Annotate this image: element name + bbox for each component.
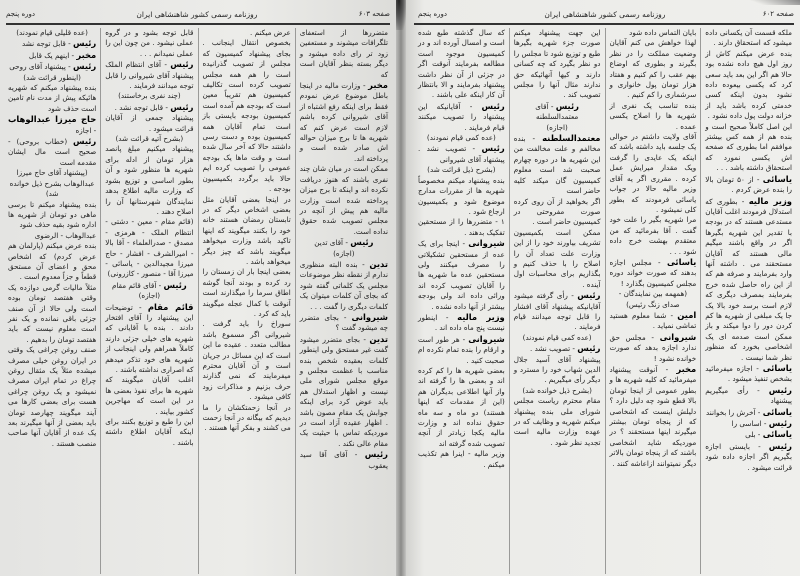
header-rule [414,23,794,25]
paragraph-text: (عده قلیلی قیام نمودند) [16,28,88,37]
paragraph-text: - اجازه [75,125,97,135]
paragraph [610,257,697,289]
paragraph [514,396,601,448]
paragraph [705,196,792,364]
paragraph-text: - آقای انتظام الملک پیشنهاد آقای شیروانی را قابل توجه میدانند فرمایند . [105,60,194,91]
paragraph-text: (اجازه) [333,248,355,258]
text-column [295,28,392,574]
paragraph [705,385,792,407]
paragraph [300,80,388,164]
paragraph-text: - شما معلوم هستید تماشی نمیاید . [609,310,697,331]
paragraph [514,123,601,133]
paragraph-text: (بشرح ذیل قرائت شد) [427,165,496,175]
speaker-name: شیروانی [659,331,697,342]
paragraph [300,449,388,471]
columns [4,28,392,574]
paragraph [610,215,697,257]
paragraph-text: بنده تناسب یک نفری از شهریه ها را اصلاح یکسی عمده . [609,100,697,131]
paragraph-text: - بنده مخالفم و علت مخالفت من این شهریه ها در دوره چهارم صحبت شد است معلوم کمیسیون گان میکند کلیه حاضر است [513,134,601,196]
paragraph [203,319,291,402]
paragraph [105,113,193,134]
speaker-name: رئیس [577,343,601,354]
paragraph [418,449,505,470]
paragraph-text: - پیشنهاد آقای روحی [9,62,71,72]
paragraph [300,28,388,80]
page-number: صفحه ۶۰۳ [358,10,390,18]
paragraph [105,134,193,144]
paragraph-text: در اینجا بعضی آقایان مثل بعضی اشخاص دیگر که در تابستان رمضان هستند خانه خود را بکنند میگویند که اینها تاکید باشد وزارت میخواهد میگویند باشد که چیز دیگر میخواهد باشد . [202,194,291,266]
paragraph [105,91,193,101]
speaker-name: یاسائی [762,173,792,184]
speaker-name: رئیس [170,59,194,70]
paragraph [418,133,505,143]
speaker-name: مخبر [368,80,388,91]
paragraph-text: - اساسی را [731,419,767,429]
scan-shadow [740,0,800,5]
book-gutter [396,0,406,576]
paragraph-text: بعضی شهریه ها را کم کرده اند و بعضی ها را گرفته اند واز آنها اطلاعی بدیگران هم (این از مقدمات که اینها هستند) دو ماه و سه ماه حقوق نداده اند و وزارت مالیه یکجا زیادتر از آنچه تصویب شده گرفته اند [418,366,505,448]
speaker-name: رئیس [481,100,505,111]
paragraph [8,231,96,241]
paragraph-text: (پیشنهاد آقای حاج میرزا عبدالوهاب بشرح ذیل خوانده شد) [9,168,95,199]
paragraph-text: - بنده البته منظوری ندارم از نقطه نظر موضوعات مجلس یک کلماتی گفته شود که بجای آن کلمات میتوان یک کلمات دیگری را گفت . . . [299,259,388,311]
paragraph-text: - بجای متضرر میشود گفت غیر مستحق ولی اینطور کلمات بعقیده شخص بنده مناسب با عظمت مجلس و موقع مجلس شورای ملی نیست و اظهار استدلال هم باید عوض کرد برای اینکه جوابش یک مقام مصون باشد . اظهار عقیده آزاد است در موردیکه تماس با حیثیت یک مقام عالی نکند . [299,334,388,448]
session-label: دوره پنجم [418,10,448,18]
paragraph-text: بایان التماس داده شود [629,28,697,37]
paragraph [300,237,388,248]
page-right [400,0,800,576]
paragraph [105,144,193,217]
paragraph [8,73,96,83]
paragraph [8,114,96,136]
paragraph-text: عبدالوهاب - الرضوی [34,230,97,240]
paragraph [514,228,601,290]
paragraph-text: - آنوقت پیشنهاد میفرمائید که کلیه شهریه ها و بطور عمومی از اینجا تومان بالا قطع شود چه دلیل دارد ؟ دلیلش اینست که اشخاصی که از پنجاه تومان بیشتر میگیرند اینها مستحقند ؟ در موردیکه شاید اشخاصی باشند که از پنجاه تومان بالاتر دیگر نمیتوانند ازاعاشه کنند . [609,365,697,468]
paragraph-text: - آقای آقا سید یعقوب [299,450,388,470]
paragraph [610,132,697,215]
paragraph [105,28,193,59]
paragraph [105,291,193,301]
paragraph [105,280,193,291]
speaker-name: رئیس [555,100,579,111]
speaker-name: رئیس [364,449,388,460]
paragraph-text: صنف روغن چراغی یک وقتی در ایران روغن خیلی مصرف میشده مثلاً یک مثقال روغن چراغ در تمام ایران مصرف نمیشود و یک روغن چراغی هست برای بعضی کارها می آیند میگویند چهارصد تومان باید بعضی از آنها میگیرند بعد یک عده از آقایان آنها صاحب منصب هستند . [8,345,97,448]
paragraph-text: - اینهم یک قابل [28,50,75,60]
paragraph [105,217,193,279]
paragraph [418,366,505,449]
paragraph-text: بنده عرض میکنم (پارلمان هم عرض کردم) که اشخاص محق و اعضای آن مستحق قطعاً و جزاً معدوم است . [8,241,97,282]
paragraph-text: - قابل توجه نشد . [114,102,168,112]
paragraph [418,143,505,165]
paragraph [514,386,601,396]
paragraph [418,165,505,175]
text-column [605,28,701,574]
paragraph-text: - وزارت مالیه در اینجا باطل موضوع عرض نمودم فقط برای اینکه رفع اشتباه از آقای شیروانی کرده باشم لازم است عرض کنم که شهریه ها تا برج میزان حواله اش صادر شده است و پرداخته اند. [299,81,388,163]
paragraph-text: - رأی میگیریم پیشنهاد [705,385,792,406]
speaker-name: قائم مقام [147,301,194,312]
paragraph [8,241,96,283]
paragraph [705,363,792,385]
paragraph [514,343,601,354]
paragraph-text: در آنجا زحمتکشان را ما دیدیم که بیگانه در آنجا زحمت می کشند و بفکر آنها هستند . [202,402,291,433]
paragraph-text: بعضی اینجا بار ان زمستان را رد کرده و بودند آنجا گوشه اطاق سرما را میگذارند است آنوقت با کمال عجله میگویند باید که کرد . [202,267,291,318]
session-label: دوره پنجم [6,10,36,18]
paragraph [610,28,697,38]
speaker-name: مخبر [76,49,97,60]
paragraph-text: (چند نفری برخاستند) [118,91,181,101]
paragraph-text: - مجلس اجازه بدهند که صورت خواند دوره مجلس کمیسیون بگذارد ! [609,257,697,288]
paragraph-text: - بطوری که استدلال فرمودند اغلب آقایان مستدعی هستند که در بودجه با تقدیر این شهریه بگیرها اگر در واقع باشند میگیم مالی هستند که آقایان مستحقند می . داشته آنها وارد بفرمایند و صرفه هم که از این راه حاصل شده خرج بفرمایند بمصرف دیگری که لازم است برسد خود بالا یک جا یک مبلغی از شهریه ها کم کردن دور را دوا میکند و باز ممکن است صدمه ای یک اشخاصی بخورد که منظور نظر شما نیست . [705,196,792,362]
paragraph [105,302,193,376]
speaker-name: رئیس [577,290,601,301]
paragraph [610,332,697,364]
paragraph-text: - از ۵۰ تومان بالا را بنده عرض کردم . [705,174,792,195]
speaker-name: تدین [369,258,388,269]
paragraph [418,312,505,334]
paragraph-text: بنده پیشنهاد میکنم مخصوصاً شهریه ها از مقررات مدارج موضوع شود و بکمیسیون ارجاع شود . [418,175,505,216]
newspaper-title: روزنامه رسمی کشور شاهنشاهی ایران [544,9,666,19]
paragraph-text: (قائم مقام - معین - دشتی - انتظام الملک - هرمزی - مصدق - صدرالعلماء - آقا بالا - امیرالشرف - افشار - حاج میرزا مجیدالدین - یاسائی - میرزا آقا - منصور - کازرونی) [105,217,194,279]
text-column [198,28,295,574]
paragraph-text: این جهت پیشنهاد میکنم صورت جزء شهریه بگیرها طبع و توزیع شود تا مجلس را دو نظر بگیرد که چه کسانی دارند و کیها آنهائیکه حق ندارند مثال آنها را مجلس تصویب کند . [513,28,601,100]
speaker-name: یاسائی [762,429,792,440]
paragraph [514,101,601,123]
paragraph-text: - اینطور نیست پنج ماه داده اند . [418,312,505,333]
speaker-name: رئیس [73,136,97,147]
paragraph [514,28,601,101]
paragraph-text: متضررها از استعفای تلگرافات میشوند و مستعفین زود تر رای داده میشود و دیگر بسته بنظر آقایان است که [299,28,388,79]
speaker-name: یاسائی [666,256,697,267]
paragraph-text: - مجلس حق ندارد اجازه بدهد که صورت خوانده نشود ! [609,332,697,363]
paragraph-text: (عده کمی قیام نمودند) [522,332,592,342]
text-column [4,28,100,574]
paragraph-text: - آخرش را بخوانند [706,407,761,417]
paragraph [514,333,601,343]
paragraph-text: - قابل توجه نشد [22,39,71,49]
paragraph [418,28,505,101]
speaker-name: رئیس [73,61,97,72]
paragraph-text: ملکه قسمت آن یکسانی داده میشود که استحقاق دارند . [705,28,792,48]
paragraph-text: پیشنهاد میکنیم مبلغ پانصد هزار تومان از ادله برای شهریه ها منظور شود و آن بطور اساسی و توزیع بشود که وزارت مالیه اطلاع بدهد نمایندگان شهرستانها آن را اصلاح دهند . [105,144,194,216]
paragraph [610,364,697,469]
speaker-name: معتمدالسلطنه [542,133,601,144]
paragraph-text: - بلی [745,430,761,440]
paragraph [8,83,96,114]
paragraph-text: سوراخ را باید گرفت . شیروانی اگر مسموع باشد مطالب متعدد . عقیده ما این است که این مسائل در جریان است و آن آقایان محترم میفرمایند که نمی گذارند حرف بزنیم و مذاکرات زود کافی میشود . [202,319,291,402]
speaker-name: رئیس [768,384,792,395]
paragraph-text: - تصویب نشد . پیشنهاد آقای شیروانی [418,144,505,164]
paragraph-text: پیشنهاد جمعی از آقایان قرائت میشود . [105,113,194,133]
paragraph-text: (اینطور قرائت شد) [23,72,81,82]
paragraph [105,102,193,113]
newspaper-title: روزنامه رسمی کشور شاهنشاهی ایران [136,9,258,19]
paragraph [300,249,388,259]
columns [414,28,796,574]
paragraph [105,375,193,417]
paragraph [705,441,792,473]
speaker-name: شیروانی [468,333,505,344]
paragraph-text: - اجازه میفرمائید بشخص تنفیذ میشود . [705,364,792,384]
paragraph [418,176,505,218]
paragraph [418,334,505,366]
paragraph-text: - آقای تدین [314,238,348,248]
paragraph-text: این اصل کاملاً صحیح است و بنده هم از همه کس بیشتر موافقم اما بطوری که صفحه اش یکسی نمورد که استحقاق داشته باشد . . . [705,121,792,173]
paragraph [705,122,792,174]
paragraph-text: عرض میکنم . [250,28,291,37]
paragraph-text: (همهمه بین نمایندگان - صدای زنگ رئیس) [618,289,688,309]
paragraph [8,136,96,168]
paragraph-text: این را طبع و توزیع بکنند برای اینکه آقایان اطلاع داشته باشند . [105,417,194,447]
speaker-name: حاج میرزا عبدالوهاب [8,114,97,125]
speaker-name: شیروانی [468,238,505,249]
paragraph-text: - توضیحات این پیشنهاد را آقای افتخار دادند . بنده با آقایانی که شهریه های خیلی جزئی دارند کاملاً همراهم ولی اینجانب از شهریه های خود تذکر میدهم که اصراری نداشته باشند . [105,302,194,374]
paragraph [705,418,792,429]
speaker-name: رئیس [163,279,187,290]
text-column [509,28,605,574]
paragraph [705,174,792,196]
paragraph-text: اگر بخواهید از آن روی کرده صورت مفروحتی در کمیسیون حاضر است . [513,196,601,227]
paragraph [514,197,601,228]
paragraph-text: بنده پیشنهاد میکنم تا برسی ماهی دو تومان از شهریه ها اداره شود بقیه حذف شود [8,199,97,230]
text-column [100,28,197,574]
scan-shadow [396,0,406,30]
header-rule [6,23,390,25]
paragraph-text: - آقایانیکه این پیشنهاد را تصویب میکنند قیام فرمایند . [418,101,505,132]
paragraph-text: وزیر مالیه - اینرا هم تکذیب میکنم . [418,449,505,469]
paragraph [300,164,388,237]
speaker-name: وزیر مالیه [457,311,505,322]
paragraph [610,101,697,132]
paragraph [418,101,505,133]
paragraph [203,28,291,38]
paragraph [300,334,388,449]
paragraph-text: - هر طور است و ارقام را بنده تمام نکرده ام صحبت کنید . [418,334,505,365]
paragraph-text: اغلب آقایان میگویند که شهریه ها برای نفوذ بعضی ها در این است که مهاجرین کشور بیایند . [105,375,194,416]
paragraph [203,195,291,268]
paragraph-text: مثلاً مالیات گرمی دوازده یک وقتی هفتصد تومان بوده است ولی حالا از آن صنف جزئی باقی نمانده و یک نفر است معلوم نیست که باید هفتصد تومان را بدهیم . [8,282,97,344]
paragraph [705,49,792,122]
paragraph-text: (عده کمی قیام نمودند) [426,133,496,143]
paragraph-text: (خطاب بروحی) - صحیح است مال ایشان مقدمه است [8,137,97,167]
speaker-name: تدین [369,333,388,344]
page-header [418,6,794,22]
speaker-name: رئیس [768,418,792,429]
paragraph-text: مرا شهریه بگیر را علت خود گفت . آقا بفرمائید که من معتقدم بهشت خرج داده شود . . . [609,215,697,256]
paragraph-text: - تصویب نشد . [530,344,575,354]
paragraph [418,217,505,238]
paragraph-text: - رأی گرفته میشود آقایانیکه پیشنهاد آقای افشار را قابل توجه میدانند قیام فرمایند . [513,291,601,332]
paragraph-text: که سال گذشته طبع شده است و امسال آورده اند و در کمیسیون موجود است مطالعه بفرمایند آنوقت اگر در جزئی از آن نظر داشت پیشنهاد بفرمایند و الا بانتظار آن کار اینکه علی باشند . [418,28,505,100]
paragraph [705,28,792,49]
paragraph-text: (بشرح آتیه قرائت شد) [115,134,184,144]
speaker-name: رئیس [481,143,505,154]
paragraph [705,429,792,440]
speaker-name: یاسائی [762,406,792,417]
paragraph [8,168,96,199]
paragraph [300,259,388,312]
paragraph [610,289,697,310]
paragraph-text: ۱ - متضررها را از مستحقین تفکیک بدهند . [418,217,505,237]
paragraph [418,238,505,312]
page-header [6,6,390,22]
speaker-name: یاسائی [762,363,792,373]
paragraph [514,133,601,196]
paragraph-text: ممکن است در میان شان چند نفری باشند که هنوز دریافت نکرده اند و اینکه تا برج میزان پرداخته شده است وزارت مالیه هم پیش از آنچه در مجلس تصویب شده حقوق نداده است. [299,164,388,236]
paragraph-text: پیشنهاد آقای آسید جلال الدین شهاب خود را مسترد و دیگر رأی میگیریم . [513,354,601,385]
paragraph [8,50,96,61]
paragraph-text: لهذا خواهش می کنم آقایان وضعیت مملکت را در نظر بگیرند و بطوری که اوضاع بهم عقب را کم کنیم و هفتاد هزار تومان پول خانواری و سرشماری را کم کنیم . [609,38,697,100]
paragraph [610,310,697,332]
paragraph [8,38,96,49]
paragraph-text: (بشرح ذیل خوانده شد) [522,385,592,395]
paragraph [203,267,291,319]
paragraph-text: (اجازه) [546,122,568,132]
speaker-name: رئیس [73,38,97,49]
paragraph [8,61,96,72]
paragraph-text: قابل توجه بشود و در گروه عملی نیشود . من چون این را عملی نمیدانم . . . [105,28,194,58]
paragraph [514,355,601,386]
paragraph [8,283,96,345]
paragraph [105,59,193,91]
text-column [700,28,796,574]
speaker-name: رئیس [768,440,792,451]
paragraph [8,345,96,449]
paragraph-text: (اجازه) [138,291,161,301]
paragraph [105,417,193,448]
paragraph-text: - آقای معتمدالسلطنه [535,101,579,122]
paragraph [610,38,697,100]
paragraph-text: - بجای متضرر چه میشود گفت ؟ [299,312,388,333]
speaker-name: رئیس [170,101,194,112]
paragraph-text: بنده عرض میکنم کاش از روز اول هیچ داده نشده بود حالا هم اگر این بعد باید سعی کرد که یکسی بیعوده داده نشود بدون اینکه کسی خدمتی کرده باشد باید از خزانه دولت پول داده نشود . [705,48,792,121]
paragraph [8,28,96,38]
speaker-name: شیروانی [351,311,388,322]
page-number: صفحه ۶۰۲ [762,10,794,18]
paragraph [203,403,291,434]
paragraph [8,200,96,231]
paragraph-text: بخصوص انتقال اینجانب . بجای پیشنهاد کمیسیون که مجلس از تصویب گذرانیده است را هم همه مجلس تصویب کرده است تکالیف کمیسیون هم تقریباً معین است که بودجه هم آمده است کمیسیون بودجه بایستی باز است تمام آقایان همه کمیسیون بوده و دست رسی داشتند حالا که آخر سال شده است و وقت ماها یک بودجه عمومی را تصویب کرده ایم حالا باید برگردد بکمیسیون بودجه . [202,38,291,194]
paragraph [300,312,388,334]
paragraph-text: - بایستی اجازه بگیریم اگر اجازه داده شود قرائت میشود . [705,441,792,472]
paragraph [203,38,291,194]
paragraph-text: - آقای قائم مقام [111,280,162,290]
text-column [414,28,509,574]
speaker-name: مخبر [676,364,697,374]
speaker-name: رئیس [350,237,374,248]
paragraph-text: آقای ولایت داشتم در حوالی یک جلسه باید داشته باشد که اینکه یک عایدی را گرفت ویک مقدار میرایش عمل کرده . مقرری اگر یه آقای وزیر مالیه حالا در جواب یاسائی فرمودند که بطور کلی نمیشود . [609,132,697,214]
paragraph [705,407,792,418]
paragraph-text: ممکن است بکمیسیون تشریف بیاورند خود را از این وزارت علت تعداد آن را اصلاح را با حذف کنیم و بگذاریم برای محاسبات اول آینده . [513,227,601,289]
paragraph-text: بنده پیشنهاد میکنم که شهریه هائیکه پیش از مدت نام تامین است حذف شود [8,83,97,113]
paragraph-text: - اینجا برای یک عده از مستحقین تشکیلاتی را مصرف میکنند ولی مستحقین عده ما شهریه ها را آقایان تصویب کرده اند ورائی داده اند ولی بودجه بیشتر از آنها داده نشده . [418,239,505,311]
paragraph-text: مقام محترم ریاست مجلس شورای ملی بنده پیشنهاد میکنم شهریه و وظایف که در عهده وزارت مالیه است تجدید نظر شود . [513,396,601,447]
speaker-name: وزیر مالیه [748,195,792,206]
paragraph [514,290,601,333]
speaker-name: امین [677,309,697,320]
